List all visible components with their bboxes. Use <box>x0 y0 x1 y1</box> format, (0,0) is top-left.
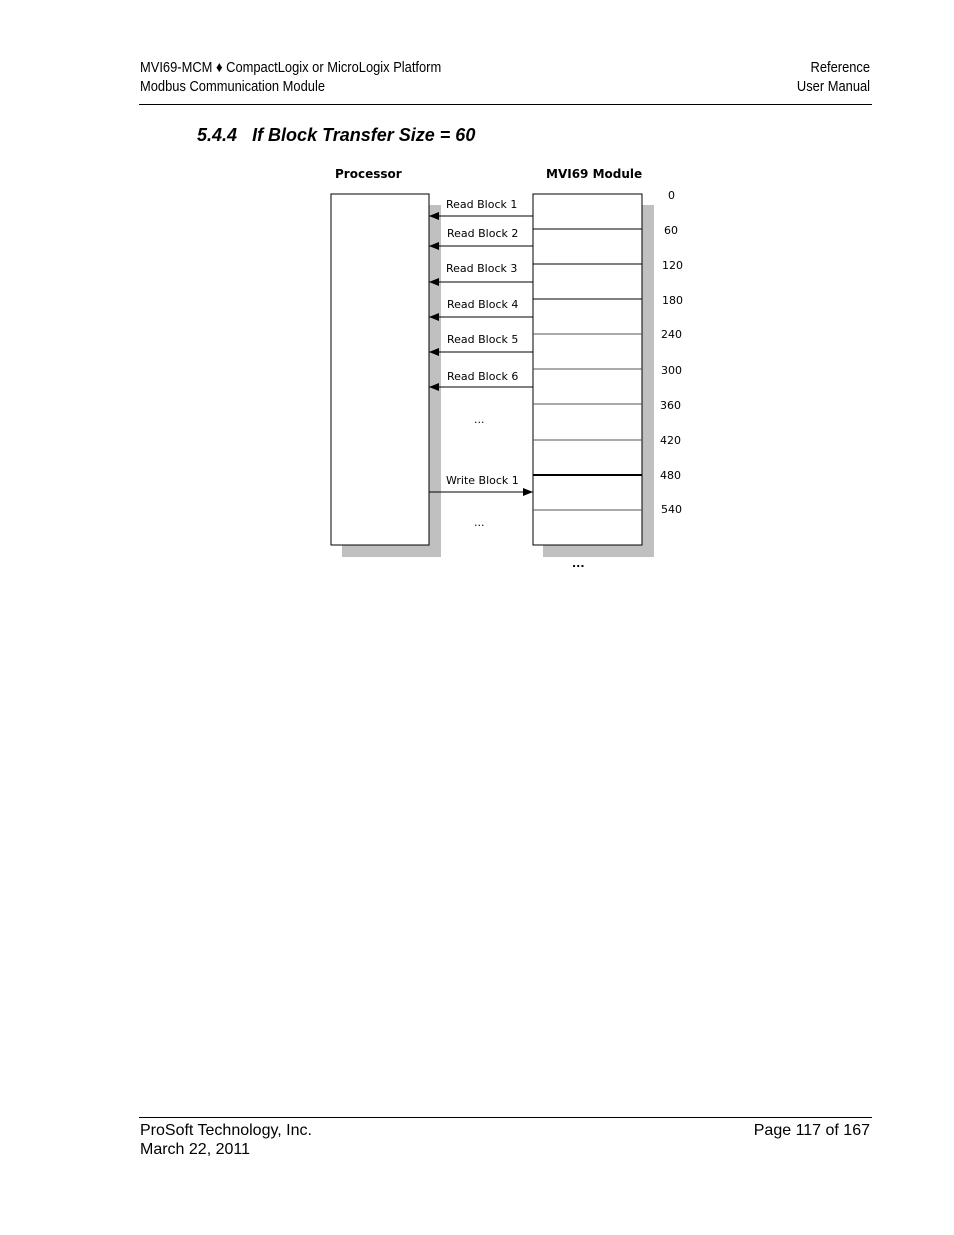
offset-label: 240 <box>661 328 682 341</box>
processor-box <box>331 194 429 545</box>
read-block-label: Read Block 1 <box>446 198 518 211</box>
offset-label: 540 <box>661 503 682 516</box>
read-block-label: Read Block 4 <box>447 298 519 311</box>
offset-label: 180 <box>662 294 683 307</box>
offset-label: 60 <box>664 224 678 237</box>
offset-label: 360 <box>660 399 681 412</box>
footer-rule <box>139 1117 872 1118</box>
read-block-label: Read Block 6 <box>447 370 519 383</box>
footer-page-number: Page 117 of 167 <box>753 1122 870 1139</box>
block-transfer-diagram <box>0 0 954 600</box>
footer-company: ProSoft Technology, Inc. <box>140 1122 312 1139</box>
header-module: Modbus Communication Module <box>140 78 325 95</box>
read-block-label: Read Block 2 <box>447 227 519 240</box>
read-block-label: Read Block 5 <box>447 333 519 346</box>
offset-label: 300 <box>661 364 682 377</box>
header-product: MVI69-MCM ♦ CompactLogix or MicroLogix Platform <box>140 59 442 76</box>
section-heading: If Block Transfer Size = 60 <box>252 125 476 145</box>
section-number: 5.4.4 <box>197 125 238 145</box>
footer-date: March 22, 2011 <box>140 1141 250 1158</box>
processor-label: Processor <box>335 167 402 181</box>
read-ellipsis: ... <box>474 413 485 426</box>
offset-label: 480 <box>660 469 681 482</box>
offset-label: 120 <box>662 259 683 272</box>
read-block-arrows <box>429 198 533 387</box>
read-block-label: Read Block 3 <box>446 262 518 275</box>
module-label: MVI69 Module <box>546 167 643 181</box>
module-ellipsis: ... <box>572 557 585 570</box>
offset-labels <box>660 189 683 516</box>
offset-label: 0 <box>668 189 675 202</box>
footer-left <box>140 1121 312 1159</box>
header-manual: User Manual <box>796 78 870 95</box>
header-section: Reference <box>810 59 870 76</box>
write-ellipsis: ... <box>474 516 485 529</box>
offset-label: 420 <box>660 434 681 447</box>
write-block-label: Write Block 1 <box>446 474 519 487</box>
